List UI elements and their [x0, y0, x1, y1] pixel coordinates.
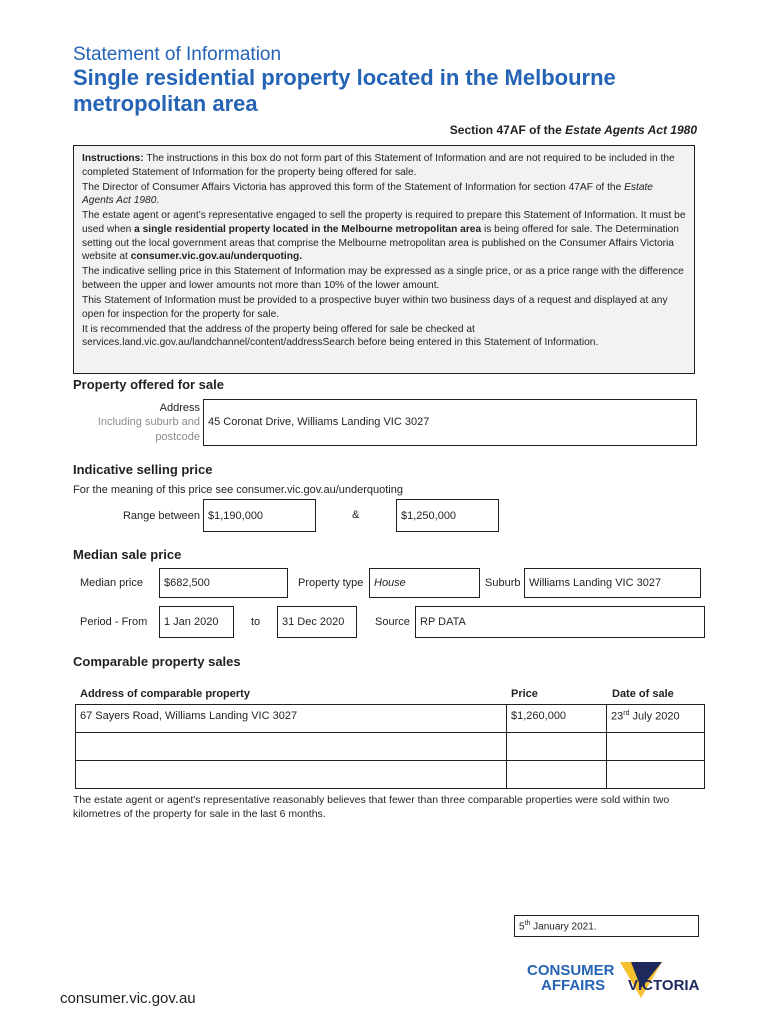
row2-date[interactable]	[607, 733, 705, 761]
prepared-day: 5	[519, 921, 525, 933]
instructions-p3-bold: a single residential property located in the Melbourne metropolitan area	[134, 223, 482, 235]
median-price-field[interactable]: $682,500	[159, 568, 288, 598]
period-to-field[interactable]: 31 Dec 2020	[277, 606, 357, 638]
row2-address[interactable]	[75, 733, 507, 761]
row2-price[interactable]	[507, 733, 607, 761]
logo-text-victoria: VICTORIA	[628, 977, 700, 994]
range-ampersand: &	[352, 509, 360, 521]
instructions-p1	[82, 152, 686, 179]
col-header-date: Date of sale	[612, 688, 674, 700]
instructions-label: Instructions:	[82, 153, 144, 164]
instructions-p3	[82, 209, 686, 263]
median-price-label: Median price	[80, 577, 143, 589]
document-title: Single residential property located in the Melbourne metropolitan area	[73, 65, 616, 116]
row3-date[interactable]	[607, 761, 705, 789]
row1-date-rest: July 2020	[629, 710, 680, 723]
underquoting-link[interactable]: consumer.vic.gov.au/underquoting.	[130, 251, 303, 263]
indicative-heading: Indicative selling price	[73, 462, 213, 477]
address-sublabel-2: postcode	[155, 431, 200, 443]
row1-date-suffix: rd	[623, 710, 630, 717]
instructions-p3-a: The estate agent or agent’s representative engaged to sell the property is required to prepare this Statement of Information. It must be used when	[82, 210, 686, 235]
logo-text-consumer: CONSUMER	[527, 962, 615, 979]
suburb-label: Suburb	[485, 577, 521, 589]
period-to-label: to	[251, 616, 261, 628]
price-low-field[interactable]: $1,190,000	[203, 499, 316, 532]
row3-price[interactable]	[507, 761, 607, 789]
instructions-box	[73, 145, 695, 374]
instructions-p2-text: The Director of Consumer Affairs Victoria has approved this form of the Statement of Information for section 47AF of the	[82, 181, 625, 193]
table-row	[75, 733, 705, 761]
prepared-suffix: th	[524, 920, 531, 927]
comparable-heading: Comparable property sales	[73, 654, 241, 669]
section-act: Estate Agents Act 1980	[565, 123, 697, 137]
date-prepared-field[interactable]	[514, 915, 699, 937]
section-prefix: Section 47AF of the	[449, 123, 566, 137]
instructions-p5: This Statement of Information must be provided to a prospective buyer within two business days of a request and displayed at any open for inspection for the property for sale.	[82, 294, 668, 320]
median-heading: Median sale price	[73, 547, 182, 562]
instructions-p1-text: The instructions in this box do not form part of this Statement of Information and are not required to be included in the completed Statement of Information for the property being offered for sale.	[82, 153, 675, 178]
prepared-rest: January 2021.	[530, 921, 597, 933]
indicative-subtext: For the meaning of this price see consumer.vic.gov.au/underquoting	[73, 484, 403, 496]
property-type-label: Property type	[298, 577, 364, 589]
table-row	[75, 761, 705, 789]
instructions-p3-b: is being offered for sale. The Determination setting out the local government areas that comprise the Melbourne metropolitan area is published on the Consumer Affairs Victoria website at	[82, 223, 679, 263]
instructions-p2	[82, 181, 686, 208]
source-field[interactable]: RP DATA	[415, 606, 705, 638]
col-header-price: Price	[511, 688, 538, 700]
price-high-field[interactable]: $1,250,000	[396, 499, 499, 532]
comparable-table	[75, 704, 705, 789]
instructions-p2-act: Estate Agents Act 1980	[82, 181, 653, 207]
row1-price[interactable]: $1,260,000	[507, 704, 607, 733]
row1-date[interactable]	[607, 704, 705, 733]
instructions-p6: It is recommended that the address of the property being offered for sale be checked at services.land.vic.gov.au/landchannel/content/addressSearch before being entered in this Statement of Information.	[82, 323, 599, 349]
period-from-label: Period - From	[80, 616, 148, 628]
property-heading: Property offered for sale	[73, 377, 224, 392]
row3-address[interactable]	[75, 761, 507, 789]
consumer-affairs-victoria-logo	[527, 958, 707, 1006]
instructions-p2-end: .	[156, 195, 160, 207]
address-label: Address	[159, 402, 200, 414]
section-reference	[450, 123, 697, 137]
address-sublabel-1: Including suburb and	[97, 416, 200, 428]
suburb-field[interactable]: Williams Landing VIC 3027	[524, 568, 701, 598]
document-kicker: Statement of Information	[73, 44, 282, 65]
comparable-note: The estate agent or agent's representative reasonably believes that fewer than three comparable properties were sold within two kilometres of the property for sale in the last 6 months.	[73, 794, 670, 820]
row1-address[interactable]: 67 Sayers Road, Williams Landing VIC 3027	[75, 704, 507, 733]
period-from-field[interactable]: 1 Jan 2020	[159, 606, 234, 638]
col-header-address: Address of comparable property	[80, 688, 250, 700]
table-row	[75, 704, 705, 733]
source-label: Source	[375, 616, 410, 628]
footer-url[interactable]: consumer.vic.gov.au	[60, 990, 196, 1007]
property-type-field[interactable]: House	[369, 568, 480, 598]
range-label: Range between	[122, 510, 200, 522]
instructions-p4: The indicative selling price in this Statement of Information may be expressed as a single price, or as a price range with the difference between the upper and lower amounts not more than 10% of the lower amount.	[82, 266, 684, 291]
cav-logo-graphic	[527, 958, 707, 1006]
property-address-field[interactable]: 45 Coronat Drive, Williams Landing VIC 3027	[203, 399, 697, 446]
row1-date-day: 23	[611, 710, 624, 723]
logo-text-affairs: AFFAIRS	[541, 977, 606, 994]
